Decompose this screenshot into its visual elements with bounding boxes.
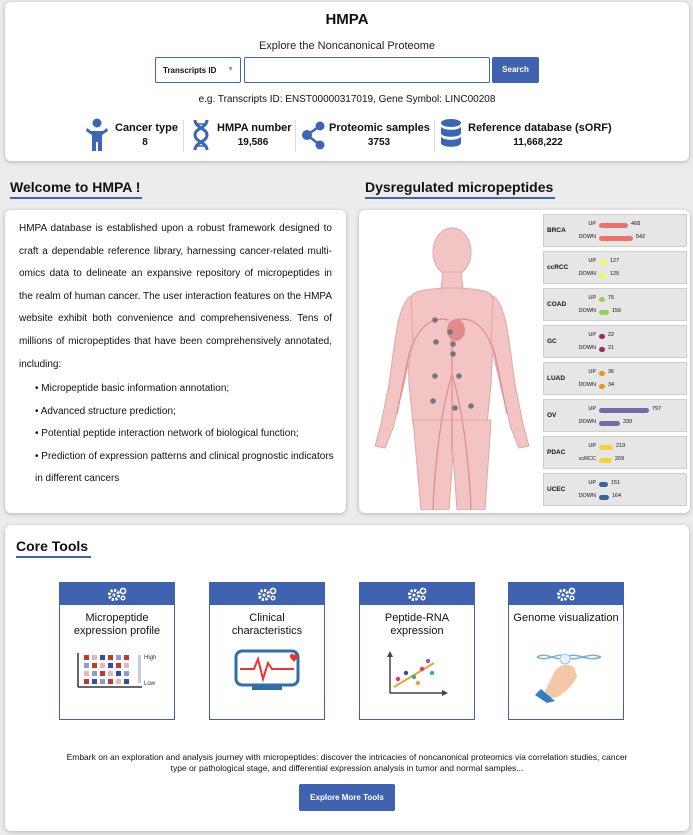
up-value: 468: [631, 221, 641, 227]
list-item: • Advanced structure prediction;: [35, 405, 176, 417]
cancer-row-ccrcc[interactable]: [543, 251, 687, 284]
cancer-name: LUAD: [547, 375, 566, 382]
down-label: DOWN: [578, 271, 596, 277]
welcome-card: [5, 210, 346, 513]
search-button[interactable]: Search: [492, 57, 539, 83]
tool-card-header: [360, 583, 474, 605]
down-value: 330: [623, 419, 633, 425]
heading-underline: [16, 556, 91, 558]
down-label: DOWN: [578, 493, 596, 499]
tool-card-header: [60, 583, 174, 605]
stat-value: 3753: [367, 137, 391, 148]
down-value: 21: [608, 345, 615, 351]
list-item: • Prediction of expression patterns and clinical prognostic indicators in different cancers: [35, 450, 334, 485]
up-bar: [599, 482, 608, 487]
tool-card-genome[interactable]: [508, 582, 624, 720]
stat-reference-database: [440, 118, 610, 154]
cancer-name: GC: [547, 338, 557, 345]
cancer-row-pdac[interactable]: [543, 436, 687, 469]
tool-card-expression-profile[interactable]: [59, 582, 175, 720]
gears-icon: [406, 586, 428, 602]
list-item: • Micropeptide basic information annotation;: [35, 383, 230, 394]
up-bar: [599, 297, 605, 302]
stat-value: 11,668,222: [513, 137, 563, 148]
site-subtitle: Explore the Noncanonical Proteome: [258, 40, 436, 52]
welcome-heading: [10, 179, 140, 195]
down-value: 542: [636, 234, 646, 240]
dna-icon: [191, 118, 211, 152]
down-bar: [599, 273, 607, 278]
gears-icon: [555, 586, 577, 602]
down-value: 156: [612, 308, 622, 314]
up-label: UP: [588, 443, 596, 449]
up-label: UP: [588, 295, 596, 301]
core-tools-description: Embark on an exploration and analysis journey with micropeptides: discover the intricacies of noncanonical proteomics via correlation studies, cancer type or pathological stage, and differential expression analysis in tumor and normal samples...: [66, 752, 628, 773]
dysregulated-card: [359, 210, 690, 513]
down-label: ccRCC: [578, 456, 596, 462]
heatmap-image: [68, 649, 168, 693]
tool-card-header: [210, 583, 324, 605]
core-tools-card: [5, 525, 689, 831]
human-body-image: [363, 224, 541, 510]
core-tools-heading-text: Core Tools: [16, 538, 89, 554]
scatter-plot-image: [368, 649, 468, 699]
cancer-name: OV: [547, 412, 557, 419]
person-icon: [85, 118, 109, 152]
down-bar: [599, 236, 633, 241]
cancer-name: BRCA: [547, 227, 566, 234]
up-label: UP: [588, 406, 596, 412]
divider: [183, 120, 184, 152]
cancer-row-coad[interactable]: [543, 288, 687, 321]
down-label: DOWN: [578, 345, 596, 351]
down-label: DOWN: [578, 382, 596, 388]
search-example: e.g. Transcripts ID: ENST00000317019, Gene Symbol: LINC00208: [198, 94, 496, 105]
up-bar: [599, 408, 649, 413]
heart-monitor-image: [218, 649, 318, 693]
stat-label: Proteomic samples: [329, 122, 430, 134]
up-value: 22: [608, 332, 615, 338]
legend-low: Low: [144, 681, 156, 687]
search-input[interactable]: [244, 57, 490, 83]
up-label: UP: [588, 369, 596, 375]
legend-high: High: [144, 655, 157, 661]
chevron-down-icon: ▼: [227, 66, 234, 73]
tool-name: Genome visualization: [513, 612, 619, 624]
up-label: UP: [588, 221, 596, 227]
down-bar: [599, 421, 620, 426]
down-bar: [599, 458, 612, 463]
stat-label: Reference database (sORF): [468, 122, 612, 134]
heading-underline: [365, 197, 555, 199]
stat-value: 19,586: [237, 137, 269, 148]
down-value: 164: [612, 493, 622, 499]
heading-underline: [10, 197, 142, 199]
stat-cancer-type: [85, 118, 180, 154]
down-label: DOWN: [578, 234, 596, 240]
down-bar: [599, 384, 605, 389]
down-bar: [599, 347, 605, 352]
down-bar: [599, 495, 609, 500]
up-label: UP: [588, 480, 596, 486]
stat-value: 8: [142, 137, 148, 148]
cancer-row-gc[interactable]: [543, 325, 687, 358]
up-bar: [599, 334, 605, 339]
cancer-row-ov[interactable]: [543, 399, 687, 432]
down-bar: [599, 310, 609, 315]
up-bar: [599, 445, 613, 450]
site-title: HMPA: [325, 11, 369, 28]
down-value: 34: [608, 382, 615, 388]
cancer-name: UCEC: [547, 486, 566, 493]
dna-hand-image: [517, 649, 617, 703]
stat-label: HMPA number: [217, 122, 292, 134]
welcome-text: HMPA database is established upon a robust framework designed to craft a dependable reference library, harnessing cancer-related multi-omics data to delineate an expansive repository of micropeptides in the realm of human cancer. The user interaction features on the HMPA website exhibit both convenience and comprehensiveness. Tens of millions of micropeptides that have been comprehensively annotated, including:: [19, 223, 332, 370]
stat-proteomic-samples: [301, 118, 431, 154]
cancer-row-luad[interactable]: [543, 362, 687, 395]
header-card: [5, 2, 689, 161]
gears-icon: [256, 586, 278, 602]
cancer-name: COAD: [547, 301, 567, 308]
database-icon: [440, 118, 462, 152]
down-label: DOWN: [578, 419, 596, 425]
up-value: 151: [611, 480, 621, 486]
cancer-row-brca[interactable]: [543, 214, 687, 247]
divider: [434, 120, 435, 152]
up-value: 75: [608, 295, 615, 301]
stat-label: Cancer type: [115, 122, 178, 134]
cancer-name: PDAC: [547, 449, 566, 456]
tool-card-header: [509, 583, 623, 605]
up-label: UP: [588, 258, 596, 264]
welcome-list: [35, 378, 335, 491]
welcome-heading-text: Welcome to HMPA !: [10, 179, 141, 195]
gears-icon: [106, 586, 128, 602]
stat-hmpa-number: [191, 118, 291, 154]
down-value: 125: [610, 271, 620, 277]
share-icon: [301, 118, 325, 152]
tool-card-peptide-rna[interactable]: [359, 582, 475, 720]
down-value: 209: [615, 456, 625, 462]
down-label: DOWN: [578, 308, 596, 314]
tool-name: Peptide-RNA expression: [384, 612, 450, 637]
up-value: 36: [608, 369, 615, 375]
up-bar: [599, 260, 607, 265]
cancer-name: ccRCC: [547, 264, 569, 271]
cancer-row-ucec[interactable]: [543, 473, 687, 506]
up-bar: [599, 223, 628, 228]
search-type-value: Transcripts ID: [163, 66, 217, 75]
up-bar: [599, 371, 605, 376]
tool-card-clinical[interactable]: [209, 582, 325, 720]
core-tools-heading: [16, 538, 88, 554]
tool-name: Micropeptide expression profile: [73, 612, 161, 637]
explore-more-tools-button[interactable]: Explore More Tools: [299, 784, 395, 811]
up-value: 219: [616, 443, 626, 449]
up-label: UP: [588, 332, 596, 338]
search-type-select[interactable]: [155, 57, 241, 83]
up-value: 127: [610, 258, 620, 264]
up-value: 797: [652, 406, 662, 412]
divider: [295, 120, 296, 152]
dysregulated-heading: [365, 179, 553, 195]
tool-name: Clinical characteristics: [231, 612, 303, 637]
dysregulated-heading-text: Dysregulated micropeptides: [365, 179, 554, 195]
list-item: • Potential peptide interaction network of biological function;: [35, 428, 299, 440]
